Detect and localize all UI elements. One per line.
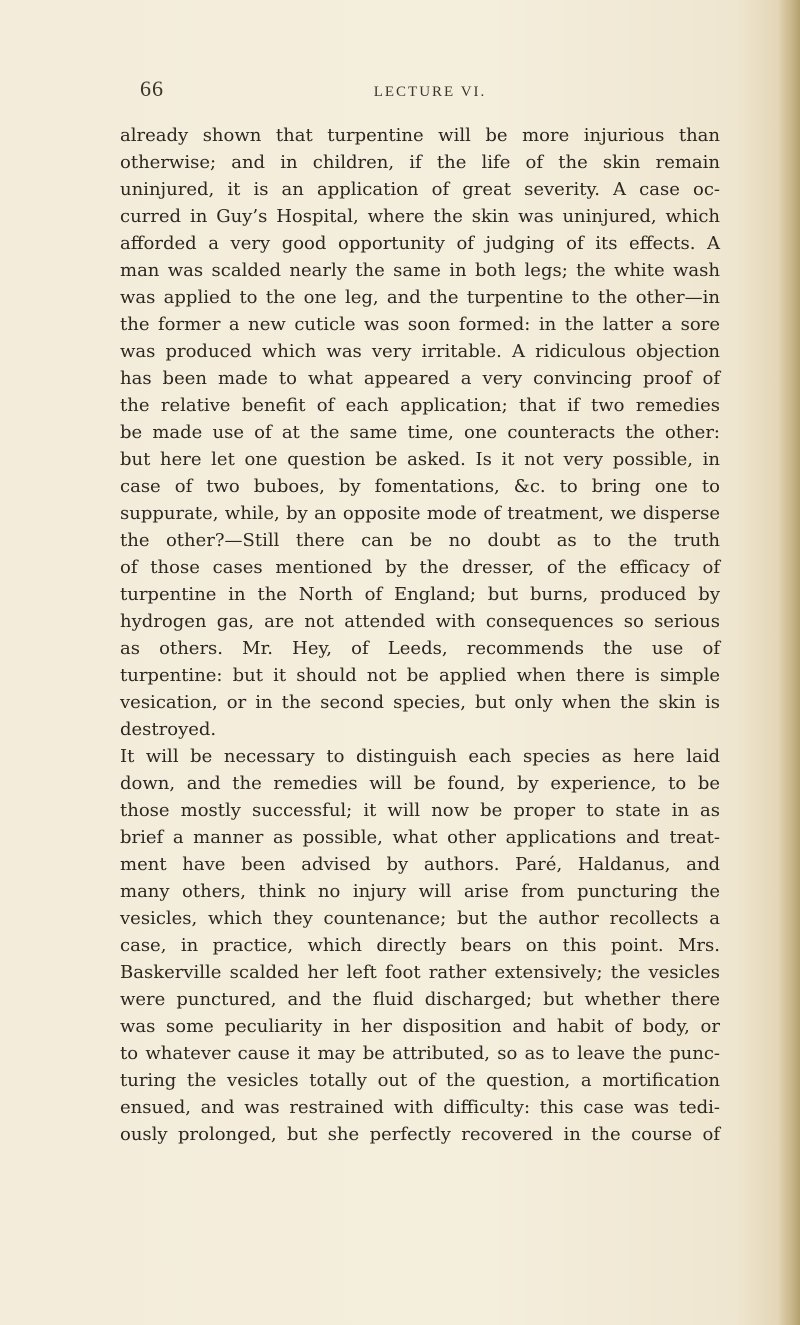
text-line: curred in Guy’s Hospital, where the skin was uninjured, which [120, 206, 720, 227]
text-line: was some peculiarity in her disposition and habit of body, or [120, 1016, 720, 1037]
text-line: already shown that turpentine will be more injurious than [120, 125, 720, 146]
text-line: down, and the remedies will be found, by experience, to be [120, 773, 720, 794]
text-line: Baskerville scalded her left foot rather extensively; the vesicles [120, 962, 720, 983]
text-line: those mostly successful; it will now be proper to state in as [120, 800, 720, 821]
text-line: destroyed. [120, 719, 217, 740]
text-line: but here let one question be asked. Is it not very possible, in [120, 449, 720, 470]
text-line: as others. Mr. Hey, of Leeds, recommends the use of [120, 638, 720, 659]
text-line: ously prolonged, but she perfectly recovered in the course of [120, 1124, 720, 1145]
text-line: many others, think no injury will arise from puncturing the [120, 881, 720, 902]
text-line: to whatever cause it may be attributed, so as to leave the punc- [120, 1043, 720, 1064]
text-line: was produced which was very irritable. A ridiculous objection [120, 341, 720, 362]
text-line: otherwise; and in children, if the life of the skin remain [120, 152, 720, 173]
text-line: case of two buboes, by fomentations, &c. to bring one to [120, 476, 720, 497]
text-line: case, in practice, which directly bears on this point. Mrs. [120, 935, 720, 956]
text-line: hydrogen gas, are not attended with consequences so serious [120, 611, 720, 632]
text-line: It will be necessary to distinguish each species as here laid [120, 746, 720, 767]
text-line: be made use of at the same time, one counteracts the other: [120, 422, 720, 443]
page-header [140, 76, 710, 114]
text-line: were punctured, and the fluid discharged; but whether there [120, 989, 720, 1010]
page-edge-shadow [778, 0, 800, 1325]
text-line: the relative benefit of each application; that if two remedies [120, 395, 720, 416]
text-line: uninjured, it is an application of great severity. A case oc- [120, 179, 720, 200]
text-line: the other?—Still there can be no doubt as to the truth [120, 530, 720, 551]
text-line: turpentine: but it should not be applied when there is simple [120, 665, 720, 686]
text-line: ensued, and was restrained with difficulty: this case was tedi- [120, 1097, 720, 1118]
text-line: vesicles, which they countenance; but the author recollects a [120, 908, 720, 929]
text-line: ment have been advised by authors. Paré, Haldanus, and [120, 854, 720, 875]
text-line: suppurate, while, by an opposite mode of treatment, we disperse [120, 503, 720, 524]
text-line: was applied to the one leg, and the turpentine to the other—in [120, 287, 720, 308]
text-line: vesication, or in the second species, but only when the skin is [120, 692, 720, 713]
text-line: turing the vesicles totally out of the question, a mortification [120, 1070, 720, 1091]
text-line: turpentine in the North of England; but burns, produced by [120, 584, 720, 605]
running-head: LECTURE VI. [373, 84, 487, 100]
text-line: of those cases mentioned by the dresser, of the efficacy of [120, 557, 720, 578]
text-line: the former a new cuticle was soon formed: in the latter a sore [120, 314, 720, 335]
text-line: man was scalded nearly the same in both legs; the white wash [120, 260, 720, 281]
text-line: has been made to what appeared a very convincing proof of [120, 368, 720, 389]
page-number: 66 [140, 76, 164, 101]
body-text [120, 122, 720, 1148]
text-line: afforded a very good opportunity of judging of its effects. A [120, 233, 720, 254]
text-line: brief a manner as possible, what other applications and treat- [120, 827, 720, 848]
